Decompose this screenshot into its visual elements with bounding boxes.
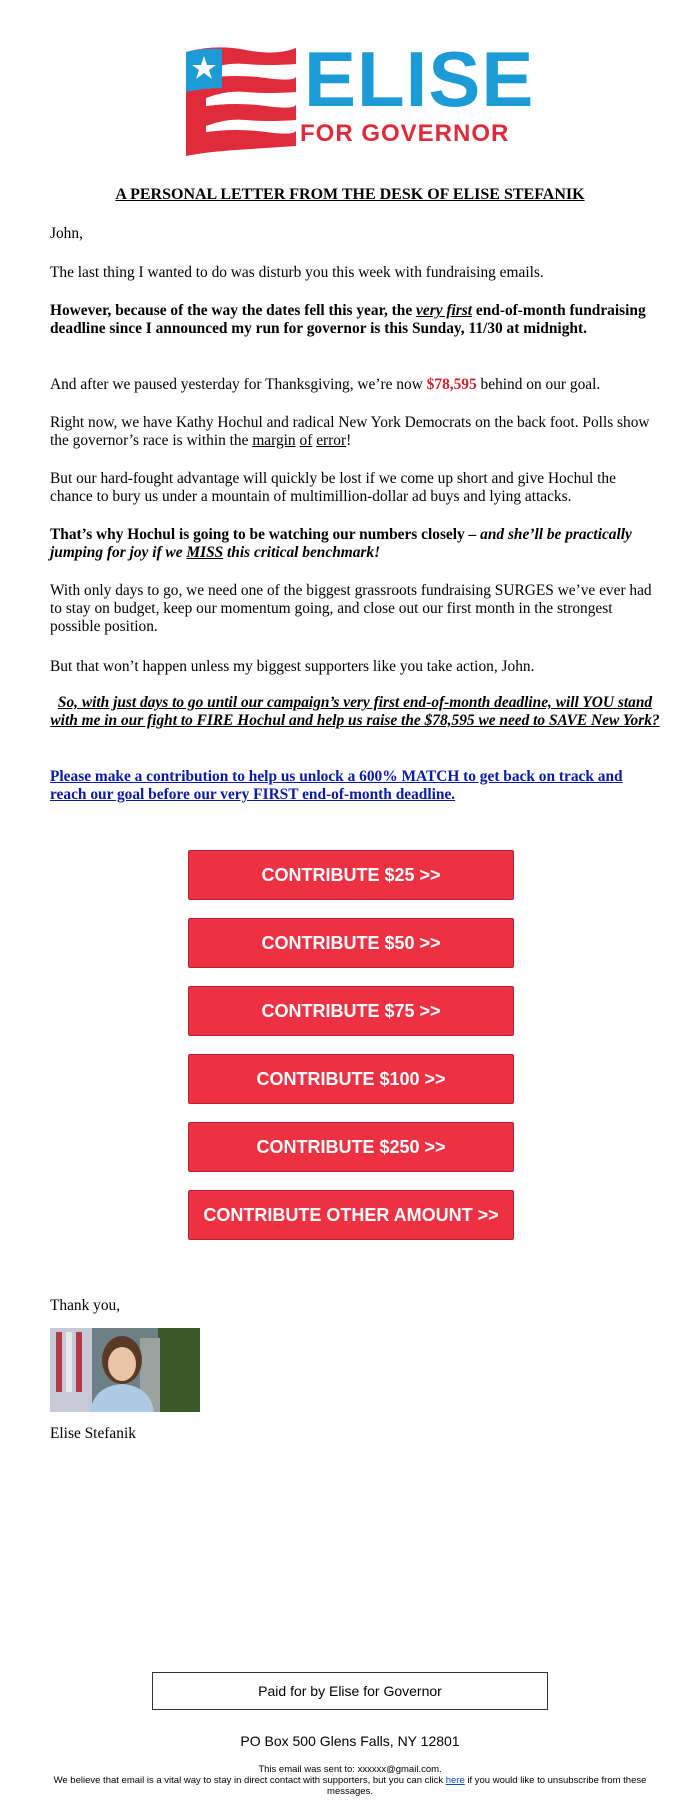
signature-name: Elise Stefanik (50, 1425, 136, 1442)
paragraph-6: That’s why Hochul is going to be watching our numbers closely – and she’ll be practically jumping for joy if we MISS this critical benchmark! (50, 526, 632, 561)
contribute-25-button[interactable]: CONTRIBUTE $25 >> (188, 850, 514, 900)
unsubscribe-link[interactable]: here (445, 1775, 465, 1786)
unsubscribe-notice: We believe that email is a vital way to stay in direct contact with supporters, but you can click here if you would like to unsubscribe from these messages. (53, 1775, 647, 1797)
paragraph-1: The last thing I wanted to do was disturb you this week with fundraising emails. (50, 264, 544, 281)
candidate-photo (50, 1328, 200, 1412)
contribution-link[interactable]: Please make a contribution to help us unlock a 600% MATCH to get back on track and reach our goal before our very FIRST end-of-month deadline. (50, 768, 623, 803)
paragraph-2: However, because of the way the dates fell this year, the very first end-of-month fundraising deadline since I announced my run for governor is this Sunday, 11/30 at midnight. (50, 302, 646, 337)
campaign-logo (186, 35, 535, 158)
paragraph-3: And after we paused yesterday for Thanksgiving, we’re now $78,595 behind on our goal. (50, 376, 601, 393)
donation-ask: So, with just days to go until our campaign’s very first end-of-month deadline, will YOU stand with me in our fight to FIRE Hochul and help us raise the $78,595 we need to SAVE New York? (50, 694, 660, 729)
closing: Thank you, (50, 1297, 121, 1314)
paragraph-8: But that won’t happen unless my biggest supporters like you take action, John. (50, 658, 535, 675)
paragraph-5: But our hard-fought advantage will quickly be lost if we come up short and give Hochul the chance to bury us under a mountain of multimillion-dollar ad buys and lying attacks. (50, 470, 616, 505)
mailing-address: PO Box 500 Glens Falls, NY 12801 (240, 1733, 460, 1749)
greeting: John, (50, 225, 83, 242)
flag-e-icon (186, 44, 296, 158)
logo-subtitle: FOR GOVERNOR (300, 120, 510, 147)
paragraph-7: With only days to go, we need one of the biggest grassroots fundraising SURGES we’ve ever had to stay on budget, keep our momentum going, and close out our first month in the strongest possible position. (50, 582, 652, 635)
paid-for-disclaimer: Paid for by Elise for Governor (152, 1672, 548, 1710)
contribute-other-button[interactable]: CONTRIBUTE OTHER AMOUNT >> (188, 1190, 514, 1240)
letter-headline: A PERSONAL LETTER FROM THE DESK OF ELISE STEFANIK (115, 186, 585, 203)
contribute-100-button[interactable]: CONTRIBUTE $100 >> (188, 1054, 514, 1104)
paragraph-4: Right now, we have Kathy Hochul and radical New York Democrats on the back foot. Polls show the governor’s race is within the margin of error! (50, 414, 650, 449)
contribute-50-button[interactable]: CONTRIBUTE $50 >> (188, 918, 514, 968)
deficit-amount: $78,595 (426, 376, 477, 393)
contribute-75-button[interactable]: CONTRIBUTE $75 >> (188, 986, 514, 1036)
portrait-image (50, 1328, 200, 1412)
logo-wordmark: ELISE (304, 35, 535, 123)
contribute-250-button[interactable]: CONTRIBUTE $250 >> (188, 1122, 514, 1172)
sent-to-notice: This email was sent to: xxxxxx@gmail.com. (258, 1764, 442, 1775)
